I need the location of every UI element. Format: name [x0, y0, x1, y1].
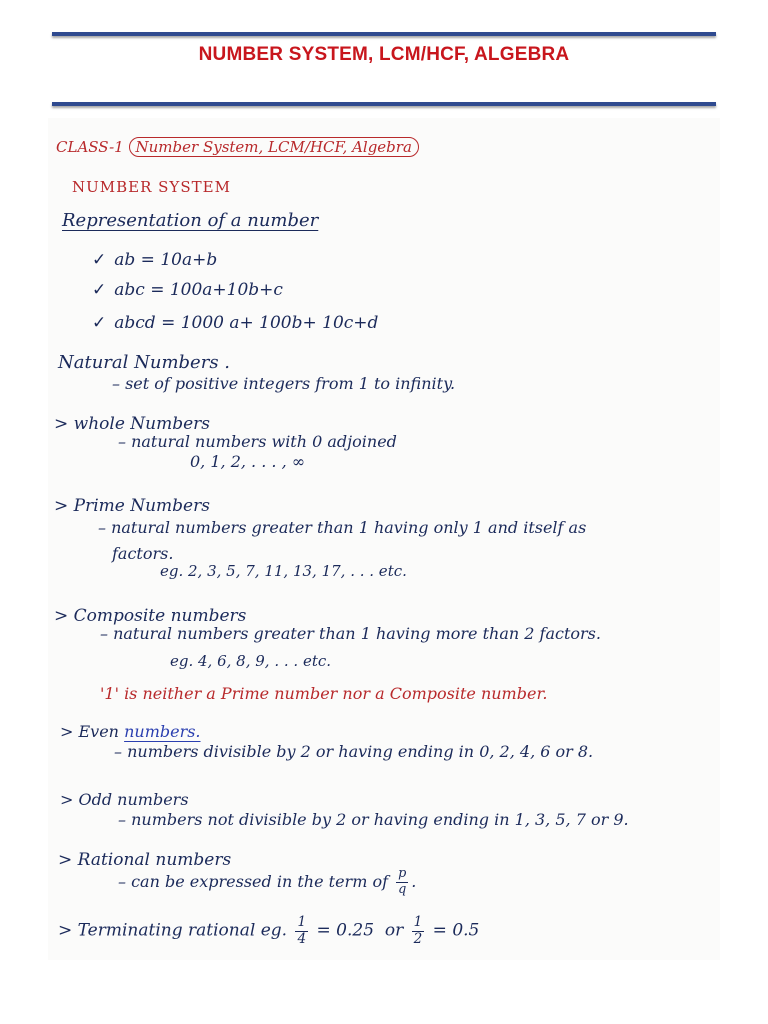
fraction-numerator: p — [398, 866, 407, 881]
rational-desc-end: . — [411, 871, 417, 891]
even-heading-prefix: > Even — [60, 722, 119, 741]
prime-desc-2: factors. — [112, 544, 174, 563]
fraction-1-4 — [295, 916, 308, 946]
even-heading — [60, 722, 201, 741]
formula-text: abcd = 1000 a+ 100b+ 10c+d — [114, 313, 379, 333]
prime-desc-1: – natural numbers greater than 1 having only 1 and itself as — [98, 518, 587, 537]
whole-heading: > whole Numbers — [54, 414, 211, 434]
formula-text: ab = 10a+b — [114, 250, 218, 270]
natural-desc: – set of positive integers from 1 to infinity. — [112, 374, 456, 393]
terminating-value-1: = 0.25 — [316, 920, 375, 941]
even-heading-word: numbers. — [124, 722, 201, 741]
composite-heading: > Composite numbers — [54, 606, 247, 626]
odd-desc: – numbers not divisible by 2 or having ending in 1, 3, 5, 7 or 9. — [118, 810, 629, 829]
even-desc: – numbers divisible by 2 or having ending in 0, 2, 4, 6 or 8. — [114, 742, 594, 761]
composite-desc: – natural numbers greater than 1 having more than 2 factors. — [100, 624, 601, 643]
terminating-line — [58, 916, 479, 946]
section-title: NUMBER SYSTEM — [72, 178, 231, 196]
rational-desc-text: – can be expressed in the term of — [118, 871, 388, 891]
prime-example: eg. 2, 3, 5, 7, 11, 13, 17, . . . etc. — [160, 562, 407, 580]
rational-heading: > Rational numbers — [58, 850, 232, 870]
whole-example: 0, 1, 2, . . . , ∞ — [190, 452, 306, 471]
fraction-denominator: 2 — [413, 930, 423, 947]
class-heading — [56, 138, 419, 156]
formula-ab — [92, 250, 217, 270]
fraction-p-q — [396, 868, 408, 897]
composite-example: eg. 4, 6, 8, 9, . . . etc. — [170, 652, 332, 670]
formula-abc — [92, 280, 283, 300]
prime-heading: > Prime Numbers — [54, 496, 210, 516]
rational-desc — [118, 868, 416, 897]
fraction-denominator: q — [398, 881, 407, 897]
fraction-numerator: 1 — [297, 914, 307, 930]
terminating-label: > Terminating rational eg. — [58, 920, 288, 941]
whole-desc: – natural numbers with 0 adjoined — [118, 432, 397, 451]
header-rule-bottom — [52, 102, 716, 106]
fraction-denominator: 4 — [297, 930, 307, 947]
page-title: NUMBER SYSTEM, LCM/HCF, ALGEBRA — [198, 44, 570, 65]
check-icon: ✓ — [92, 280, 107, 300]
formula-abcd — [92, 313, 378, 333]
handwritten-notes-page — [48, 118, 720, 960]
representation-heading: Representation of a number — [62, 210, 319, 231]
check-icon: ✓ — [92, 250, 107, 270]
terminating-value-2: = 0.5 — [432, 920, 480, 941]
header-rule-top — [52, 32, 716, 36]
class-label: CLASS-1 — [56, 138, 124, 156]
fraction-numerator: 1 — [413, 914, 423, 930]
natural-heading: Natural Numbers . — [58, 352, 230, 373]
terminating-or: or — [384, 920, 404, 941]
check-icon: ✓ — [92, 313, 107, 333]
composite-note: '1' is neither a Prime number nor a Composite number. — [100, 684, 548, 703]
formula-text: abc = 100a+10b+c — [114, 280, 283, 300]
class-topic: Number System, LCM/HCF, Algebra — [129, 137, 419, 157]
fraction-1-2 — [412, 916, 425, 946]
odd-heading: > Odd numbers — [60, 790, 189, 809]
